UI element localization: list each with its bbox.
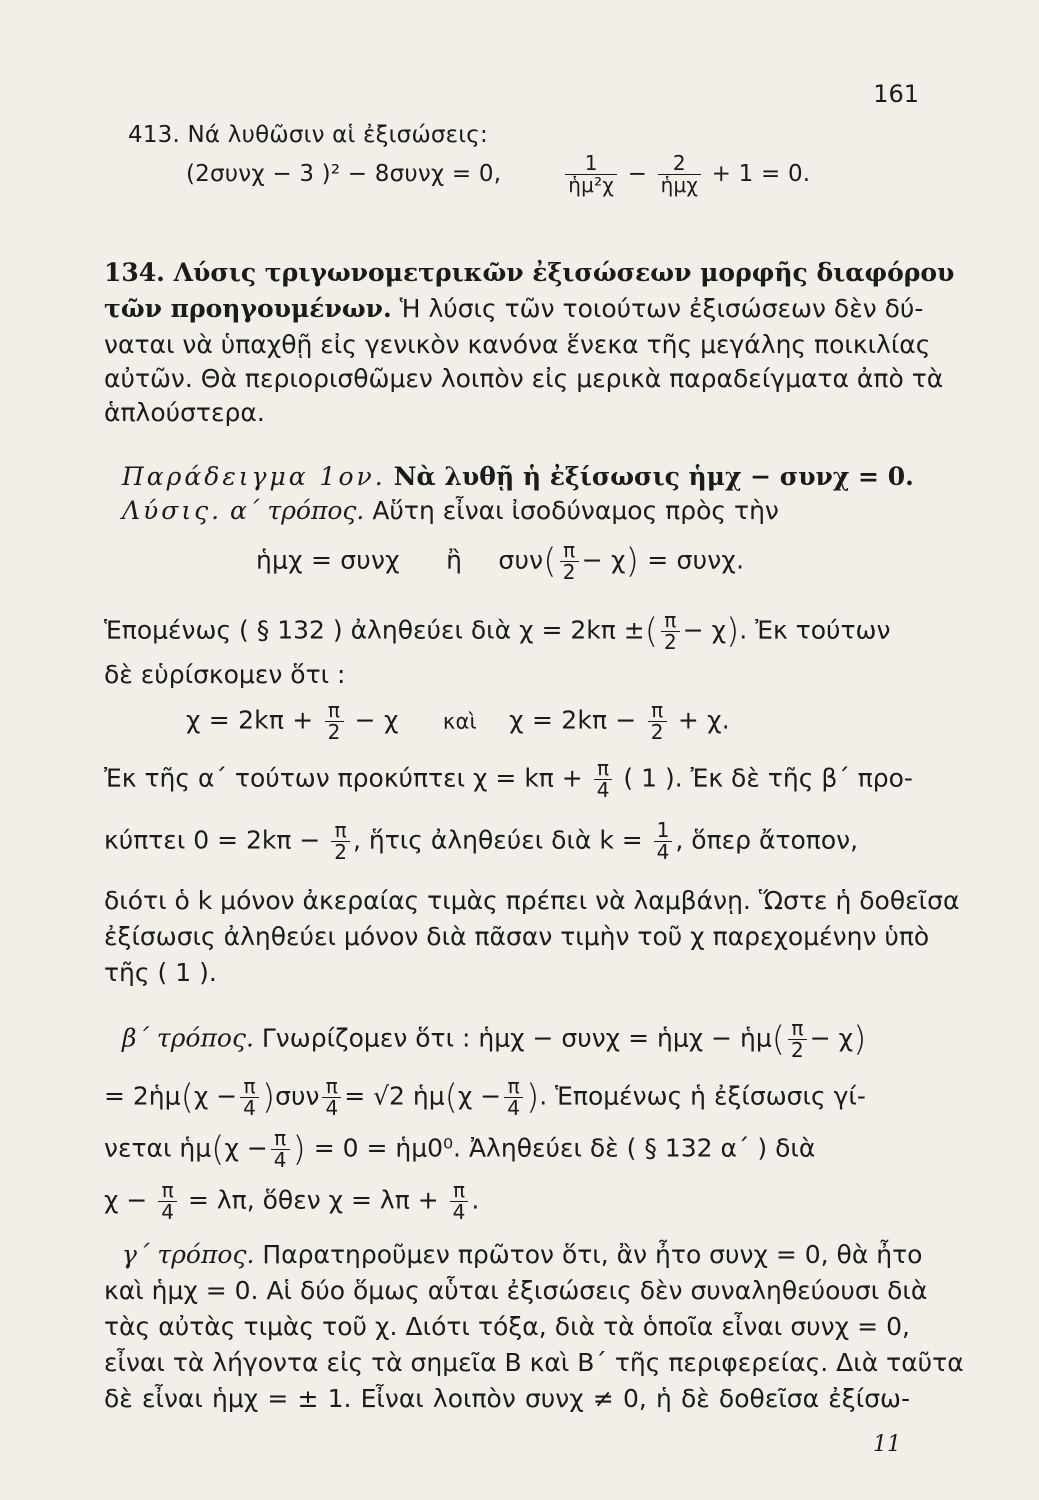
fraction: $\frac{1}{\text{ἡμ²χ}}$ [565, 153, 617, 196]
text-line: δὲ εἶναι ἡμχ = ± 1. Εἶναι λοιπὸν συνχ ≠ 0, ἡ δὲ δοθεῖσα ἐξίσω- [104, 1384, 910, 1413]
text-line: τῆς ( 1 ). [104, 958, 217, 987]
example-title: Παράδειγμα 1ον. Νὰ λυθῇ ἡ ἐξίσωσις ἡμχ − συνχ = 0. [122, 462, 914, 491]
text-line: δὲ εὑρίσκομεν ὅτι : [104, 660, 346, 689]
text-line: Ἑπομένως ( § 132 ) ἀληθεύει διὰ χ = 2kπ ±( $\frac{\pi}{2}$ − χ). Ἐκ τούτων [104, 608, 891, 654]
text-line: νεται ἡμ(χ − $\frac{\pi}{4}$ ) = 0 = ἡμ0⁰. Ἀληθεύει δὲ ( § 132 α΄ ) διὰ [104, 1126, 816, 1172]
exercise-equation-1: (2συνχ − 3 )² − 8συνχ = 0, [186, 161, 502, 187]
text-line: γ΄ τρόπος. Παρατηροῦμεν πρῶτον ὅτι, ἂν ἦτο συνχ = 0, θὰ ἦτο [122, 1240, 923, 1269]
section-text-line: ἁπλούστερα. [104, 398, 265, 427]
solution-line: Λύσις. α΄ τρόπος. Αὕτη εἶναι ἰσοδύναμος πρὸς τὴν [122, 496, 779, 525]
exercise-equations: (2συνχ − 3 )² − 8συνχ = 0, $\frac{1}{\text{ἡμ²χ}}$ − $\frac{2}{\text{ἡμχ}}$ + 1 = 0. [186, 151, 811, 197]
equation-a2: χ = 2kπ + $\frac{\pi}{2}$ − χ καὶ χ = 2kπ − $\frac{\pi}{2}$ + χ. [186, 698, 730, 744]
text-line: διότι ὁ k μόνον ἀκεραίας τιμὰς πρέπει νὰ λαμβάνῃ. Ὥστε ἡ δοθεῖσα [104, 886, 960, 915]
fraction: $\frac{2}{\text{ἡμχ}}$ [658, 153, 702, 196]
section-text-line: τῶν προηγουμένων. Ἡ λύσις τῶν τοιούτων ἐξισώσεων δὲν δύ- [104, 294, 924, 323]
footer-signature: 11 [873, 1432, 901, 1457]
text-line: χ − $\frac{\pi}{4}$ = λπ, ὅθεν χ = λπ + $\frac{\pi}{4}$ . [104, 1178, 480, 1224]
text-line: κύπτει 0 = 2kπ − $\frac{\pi}{2}$ , ἥτις ἀληθεύει διὰ k = $\frac{1}{4}$ , ὅπερ ἄτοπον, [104, 818, 859, 864]
page-number: 161 [873, 80, 919, 108]
section-text-line: αὐτῶν. Θὰ περιορισθῶμεν λοιπὸν εἰς μερικὰ παραδείγματα ἀπὸ τὰ [104, 364, 944, 393]
section-heading: 134. Λύσις τριγωνομετρικῶν ἐξισώσεων μορφῆς διαφόρου [104, 258, 955, 287]
equation-a1: ἡμχ = συνχ ἢ συν( $\frac{\pi}{2}$ − χ) = συνχ. [256, 538, 745, 584]
text-line: β΄ τρόπος. Γνωρίζομεν ὅτι : ἡμχ − συνχ = ἡμχ − ἡμ( $\frac{\pi}{2}$ − χ) [122, 1016, 867, 1062]
text-line: καὶ ἡμχ = 0. Αἱ δύο ὅμως αὗται ἐξισώσεις δὲν συναληθεύουσι διὰ [104, 1276, 928, 1305]
text-line: Ἐκ τῆς α΄ τούτων προκύπτει χ = kπ + $\frac{\pi}{4}$ ( 1 ). Ἐκ δὲ τῆς β΄ προ- [104, 756, 913, 802]
text-line: εἶναι τὰ λήγοντα εἰς τὰ σημεῖα Β καὶ Β΄ τῆς περιφερείας. Διὰ ταῦτα [104, 1348, 964, 1377]
exercise-label: 413. Νά λυθῶσιν αἱ ἐξισώσεις: [128, 122, 488, 148]
text-line: = 2ἡμ(χ − $\frac{\pi}{4}$ )συν $\frac{\pi}{4}$ = √2 ἡμ(χ − $\frac{\pi}{4}$ ). Ἑπομένως ἡ ἐξίσωσις γί- [104, 1074, 866, 1120]
text-line: ἐξίσωσις ἀληθεύει μόνον διὰ πᾶσαν τιμὴν τοῦ χ παρεχομένην ὑπὸ [104, 922, 930, 951]
section-text-line: ναται νὰ ὑπαχθῇ εἰς γενικὸν κανόνα ἕνεκα τῆς μεγάλης ποικιλίας [104, 330, 931, 359]
text-line: τὰς αὐτὰς τιμὰς τοῦ χ. Διότι τόξα, διὰ τὰ ὁποῖα εἶναι συνχ = 0, [104, 1312, 910, 1341]
